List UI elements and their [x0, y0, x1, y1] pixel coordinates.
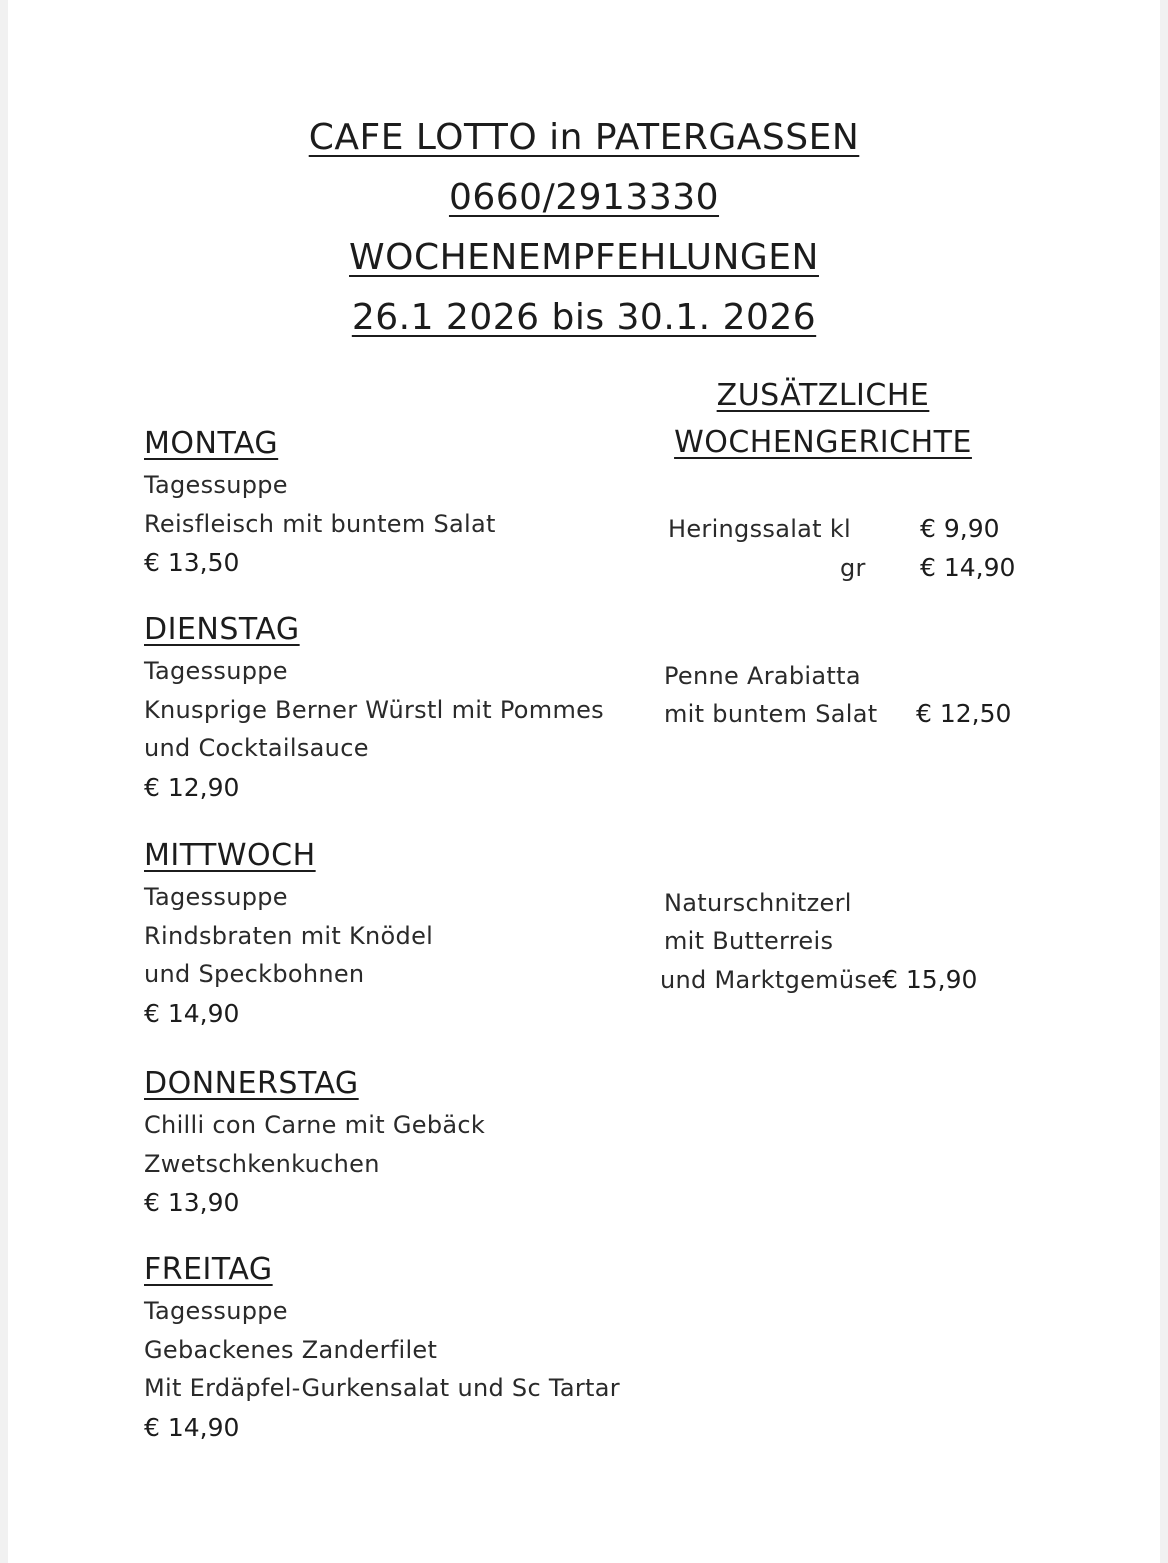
dish-line: und Speckbohnen	[144, 960, 365, 988]
weekly-dish-line: gr	[840, 554, 866, 582]
dish-price: € 12,90	[144, 772, 240, 802]
day-name: DONNERSTAG	[144, 1066, 359, 1101]
day-thursday	[144, 1064, 644, 1223]
weekly-dish-price: € 15,90	[882, 965, 978, 994]
day-wednesday	[144, 836, 644, 1034]
day-name: DIENSTAG	[144, 612, 300, 647]
dish-line: Tagessuppe	[144, 471, 288, 499]
weekly-dish-line: mit buntem Salat	[664, 700, 878, 728]
weekly-specials-title: ZUSÄTZLICHE WOCHENGERICHTE	[674, 378, 972, 460]
weekly-dish-line: Penne Arabiatta	[664, 662, 861, 690]
dish-line: und Cocktailsauce	[144, 734, 369, 762]
day-tuesday	[144, 610, 644, 808]
dish-line: Chilli con Carne mit Gebäck	[144, 1111, 486, 1139]
weekly-dish-line: Naturschnitzerl	[664, 889, 852, 917]
dish-line: Gebackenes Zanderfilet	[144, 1335, 438, 1364]
weekly-dish-line: mit Butterreis	[664, 927, 834, 955]
dish-line: Reisfleisch mit buntem Salat	[144, 509, 496, 538]
day-name: FREITAG	[144, 1252, 273, 1287]
dish-line: Mit Erdäpfel-Gurkensalat und Sc Tartar	[144, 1374, 620, 1402]
dish-line: Zwetschkenkuchen	[144, 1149, 380, 1178]
day-name: MITTWOCH	[144, 838, 316, 873]
menu-header	[0, 108, 1168, 348]
cafe-name: CAFE LOTTO in PATERGASSEN	[308, 117, 860, 158]
dish-price: € 14,90	[144, 1412, 240, 1442]
phone-number: 0660/2913330	[448, 177, 720, 218]
dish-price: € 13,50	[144, 548, 240, 577]
dish-line: Tagessuppe	[144, 1297, 288, 1325]
day-monday	[144, 424, 644, 583]
day-name: MONTAG	[144, 426, 279, 461]
weekly-dish-price: € 9,90	[920, 514, 1000, 543]
weekly-dish-price: € 14,90	[920, 553, 1016, 582]
weekly-dish-line: und Marktgemüse	[660, 966, 883, 994]
dish-line: Tagessuppe	[144, 657, 288, 685]
weekly-dish-price: € 12,50	[916, 699, 1012, 728]
dish-line: Tagessuppe	[144, 883, 288, 911]
weekly-dish-line: Heringssalat kl	[668, 515, 851, 543]
dish-line: Rindsbraten mit Knödel	[144, 921, 434, 950]
dish-price: € 13,90	[144, 1188, 240, 1217]
date-range: 26.1 2026 bis 30.1. 2026	[351, 297, 817, 338]
menu-title: WOCHENEMPFEHLUNGEN	[349, 237, 819, 278]
day-friday	[144, 1250, 644, 1448]
dish-line: Knusprige Berner Würstl mit Pommes	[144, 695, 604, 724]
dish-price: € 14,90	[144, 998, 240, 1028]
